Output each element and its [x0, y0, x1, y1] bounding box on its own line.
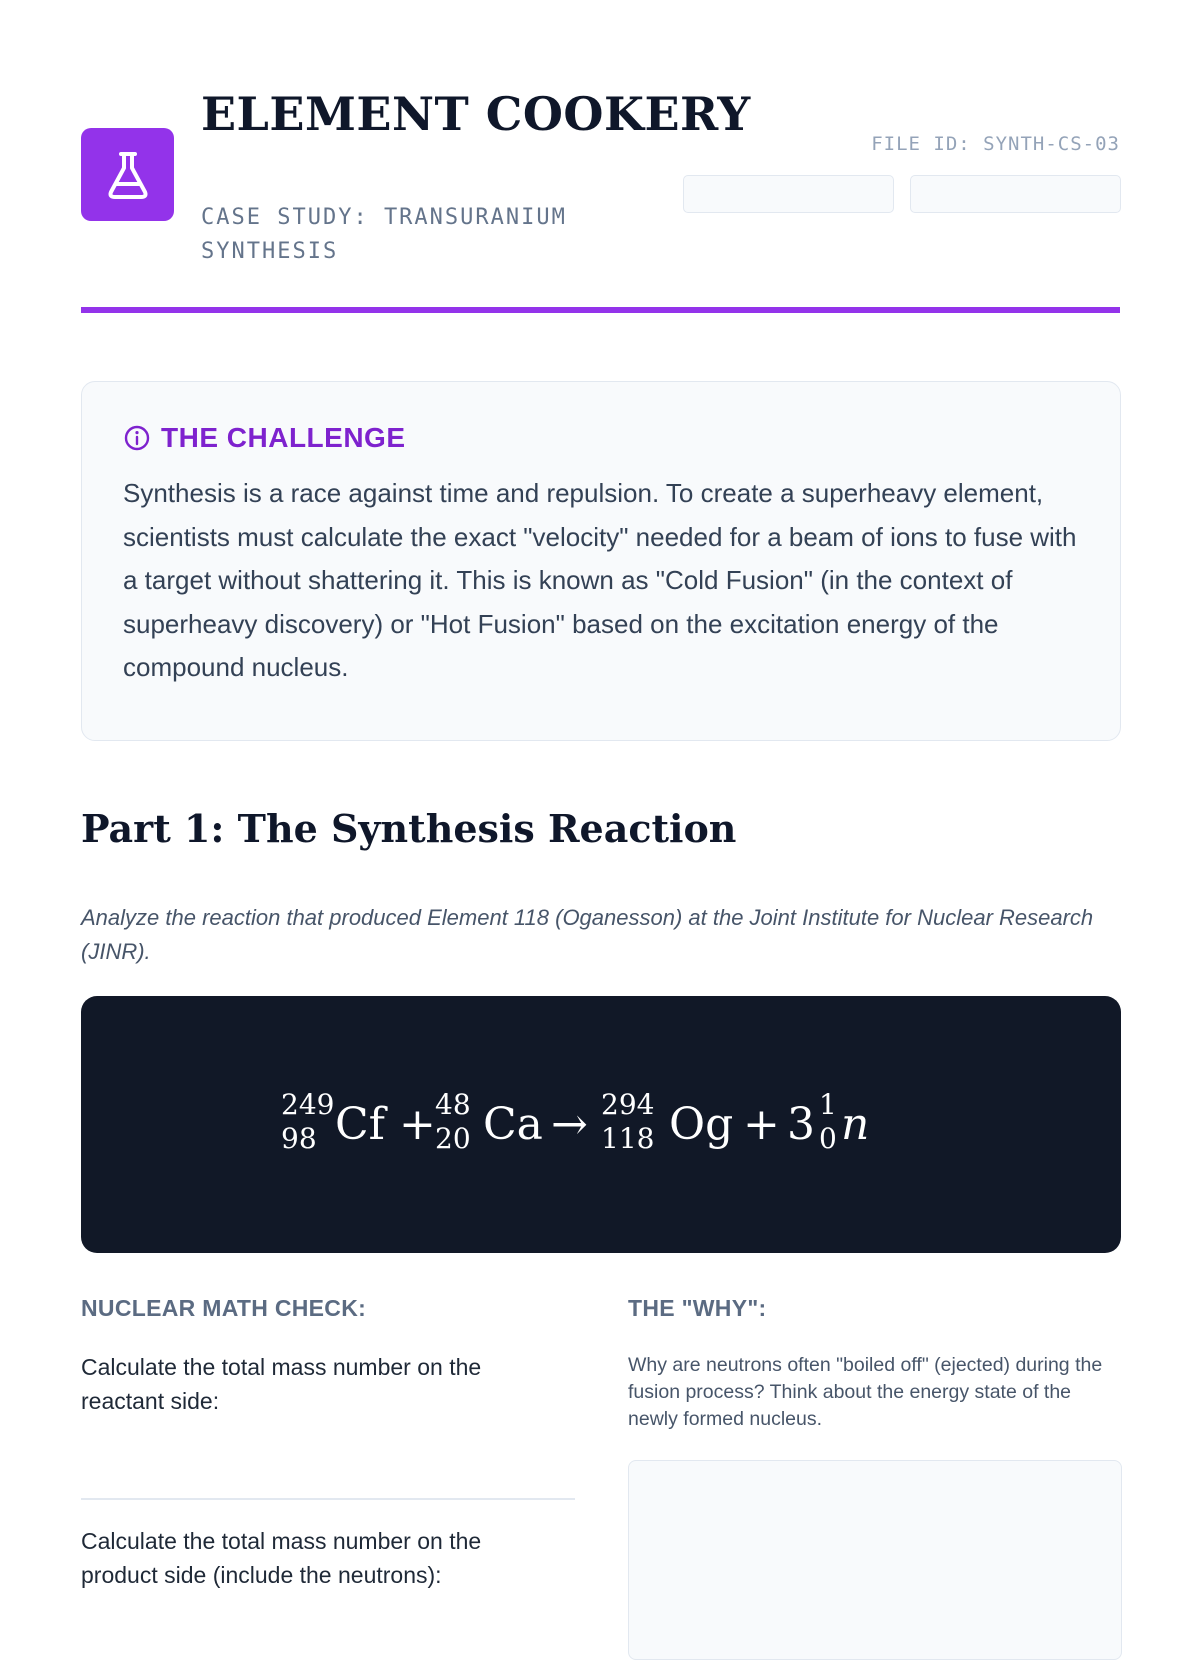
logo	[81, 128, 174, 221]
file-id: FILE ID: SYNTH-CS-03	[871, 133, 1120, 155]
document-title	[201, 84, 751, 145]
math-check-heading: NUCLEAR MATH CHECK:	[81, 1295, 367, 1321]
cf-mass-number: 249	[281, 1087, 335, 1121]
header-field-1[interactable]	[683, 175, 894, 213]
og-symbol: Og	[669, 1098, 734, 1150]
neutron-symbol: n	[841, 1098, 870, 1150]
cf-atomic-number: 98	[281, 1121, 317, 1155]
question-reactant-mass: Calculate the total mass number on the reactant side:	[81, 1354, 482, 1414]
neutron-mass-number: 1	[819, 1087, 837, 1121]
why-heading: THE "WHY":	[628, 1295, 767, 1321]
ca-symbol: Ca	[483, 1098, 543, 1150]
info-circle-icon	[123, 424, 151, 452]
section-intro: Analyze the reaction that produced Element 118 (Oganesson) at the Joint Institute for Nuclear Research (JINR).	[81, 905, 1094, 964]
challenge-text: Synthesis is a race against time and repulsion. To create a superheavy element, scientists must calculate the exact "velocity" needed for a beam of ions to fuse with a target without shattering it. This is known as "Cold Fusion" (in the context of superheavy discovery) or "Hot Fusion" based on the excitation energy of the compound nucleus.	[123, 478, 1077, 682]
og-mass-number: 294	[601, 1087, 655, 1121]
nuclear-equation	[281, 1080, 921, 1170]
plus-sign-1: +	[399, 1098, 436, 1150]
header-field-2[interactable]	[910, 175, 1121, 213]
section-title: Part 1: The Synthesis Reaction	[81, 806, 737, 851]
header-divider	[81, 307, 1120, 313]
challenge-title: THE CHALLENGE	[161, 422, 406, 453]
challenge-header	[123, 422, 1079, 454]
question-product-mass: Calculate the total mass number on the product side (include the neutrons):	[81, 1528, 482, 1588]
reaction-arrow: →	[551, 1098, 588, 1150]
cf-symbol: Cf	[335, 1098, 385, 1150]
document-subtitle: CASE STUDY: TRANSURANIUM SYNTHESIS	[201, 205, 567, 264]
equation-panel	[81, 996, 1121, 1253]
answer-line[interactable]	[81, 1498, 575, 1500]
why-question: Why are neutrons often "boiled off" (ejected) during the fusion process? Think about the energy state of the newly formed nucleus.	[628, 1354, 1103, 1430]
flask-icon	[106, 150, 150, 200]
why-answer-box[interactable]	[628, 1460, 1122, 1660]
neutron-coefficient: 3	[787, 1098, 815, 1150]
neutron-atomic-number: 0	[819, 1121, 837, 1155]
document-title-text: ELEMENT COOKERY	[201, 87, 751, 141]
ca-mass-number: 48	[435, 1087, 471, 1121]
challenge-card	[81, 381, 1121, 741]
plus-sign-2: +	[743, 1098, 780, 1150]
og-atomic-number: 118	[601, 1121, 655, 1155]
ca-atomic-number: 20	[435, 1121, 471, 1155]
